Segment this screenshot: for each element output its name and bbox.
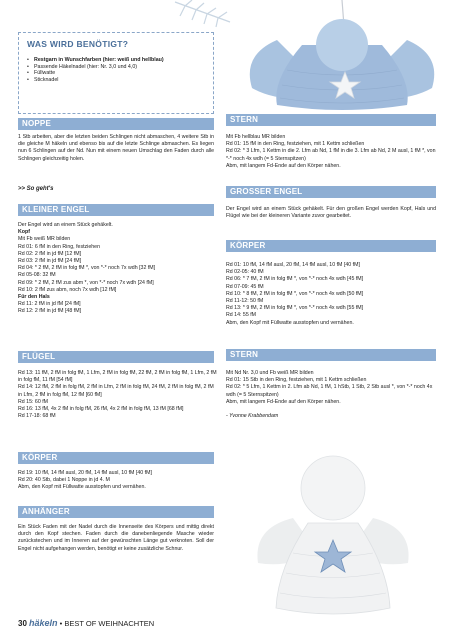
kopf-line: Rd 09: * 2 fM, 2 fM zus abm *, von *-* noch 7x wdh [24 fM] <box>18 279 154 286</box>
section-header-stern-2: STERN <box>226 349 436 361</box>
so-gehts-label: >> So geht's <box>18 186 54 192</box>
fluegel-line: Rd 14: 12 fM, 2 fM in folg fM, 2 fM in Lfm, 2 fM in folg fM, 24 fM, 2 fM in folg fM, 2 fM in Lfm, 2 fM in folg fM, 12 fM [60 fM] <box>18 384 214 398</box>
anhaenger-text: Ein Stück Faden mit der Nadel durch die Innenseite des Körpers und mittig direkt durch den Kopf stechen. Faden durch die danebenliegende Masche wieder zurückstechen und im Inneren auf der gewünschten Länge gut verknoten. Soll der Engel nicht aufgehangen werden, benötigt er keine zusätzliche Schnur. <box>18 524 214 552</box>
kopf-line: Rd 01: 6 fM in den Ring, festziehen <box>18 243 101 250</box>
kleiner-engel-text <box>18 222 214 316</box>
koerper-line: Rd 06: * 7 fM, 2 fM in folg fM *, von *-* noch 4x wdh [45 fM] <box>226 276 364 283</box>
koerper-line: Abm, den Kopf mit Füllwatte ausstopfen und vernähen. <box>18 484 146 491</box>
list-item <box>27 57 205 64</box>
section-header-stern-1: STERN <box>226 114 436 126</box>
section-header-koerper-small: KÖRPER <box>18 452 214 464</box>
koerper-line: Abm, den Kopf mit Füllwatte ausstopfen und vernähen. <box>226 319 354 326</box>
stern-1-text <box>226 134 438 170</box>
author-credit: - Yvonne Krabbendam <box>226 413 279 420</box>
koerper-line: Rd 07-09: 45 fM <box>226 283 264 290</box>
section-header-noppe: NOPPE <box>18 118 214 130</box>
fluegel-line: Rd 15: 60 fM <box>18 398 49 405</box>
kopf-line: Rd 03: 2 fM in jd fM [24 fM] <box>18 258 82 265</box>
list-item: • Passende Häkelnadel (hier: Nr. 3,0 und 4,0) <box>27 64 205 71</box>
list-item: • Sticknadel <box>27 77 205 84</box>
section-header-grosser-engel: GROSSER ENGEL <box>226 186 436 198</box>
fluegel-line: Rd 13: 11 fM, 2 fM in folg fM, 1 Lfm, 2 fM in folg fM, 22 fM, 2 fM in folg fM, 1 Lfm, 2 fM in folg fM, 11 fM [54 fM] <box>18 370 217 384</box>
fluegel-line: Rd 17-18: 68 fM <box>18 413 56 420</box>
white-angel-photo <box>248 448 418 618</box>
kopf-line: Rd 10: 2 fM zus abm, noch 7x wdh [12 fM] <box>18 286 117 293</box>
materials-box <box>18 32 214 114</box>
list-item: • Füllwatte <box>27 70 205 77</box>
section-header-anhaenger: ANHÄNGER <box>18 506 214 518</box>
koerper-line: Rd 01: 10 fM, 14 fM ausl, 20 fM, 14 fM ausl, 10 fM [40 fM] <box>226 262 360 268</box>
page-footer <box>18 618 154 628</box>
koerper-line: Rd 02-05: 40 fM <box>226 269 264 276</box>
fluegel-line: Rd 16: 13 fM, 4x 2 fM in folg fM, 26 fM, 4x 2 fM in folg fM, 13 fM [68 fM] <box>18 406 184 413</box>
stern-line: Rd 02: * 3 Lfm, 1 Kettm in die 2. Lfm ab Nd, 1 fM in die 3. Lfm ab Nd, 2 M ausl, 1 fM *, von *-* noch 4x wdh (= 5 Sternspitzen) <box>226 148 436 162</box>
koerper-line: Rd 10: * 8 fM, 2 fM in folg fM *, von *-* noch 4x wdh [50 fM] <box>226 290 364 297</box>
section-header-kleiner-engel: KLEINER ENGEL <box>18 204 214 216</box>
magazine-issue-title: BEST OF WEIHNACHTEN <box>64 619 155 628</box>
stern-line: Rd 01: 15 Stb in den Ring, festziehen, mit 1 Kettm schließen <box>226 377 367 384</box>
kopf-line: Rd 04: * 2 fM, 2 fM in folg fM *, von *-* noch 7x wdh [32 fM] <box>18 265 156 272</box>
grosser-engel-text: Der Engel wird an einem Stück gehäkelt. Für den großen Engel werden Kopf, Hals und Flügel wie bei der kleineren Variante zuvor gearbeitet. <box>226 206 436 220</box>
stern-line: Abm, mit langem Fd-Ende auf den Körper nähen. <box>226 398 341 405</box>
kopf-line: Mit Fb weiß MR bilden <box>18 236 71 243</box>
stern-line: Abm, mit langem Fd-Ende auf den Körper nähen. <box>226 162 341 169</box>
materials-title: WAS WIRD BENÖTIGT? <box>27 39 129 49</box>
section-header-koerper-large: KÖRPER <box>226 240 436 252</box>
section-header-fluegel: FLÜGEL <box>18 351 214 363</box>
stern-line: Rd 02: * 5 Lfm, 1 Kettm in 2. Lfm ab Nd, 1 fM, 1 hStb, 1 Stb, 2 Stb ausl *, von *-* noch 4x wdh (= 5 Sternspitzen) <box>226 384 433 398</box>
footer-separator: • <box>59 619 63 628</box>
pine-branch-illustration <box>170 0 240 28</box>
stern-line: Rd 01: 15 fM in den Ring, festziehen, mit 1 Kettm schließen <box>226 141 365 148</box>
kopf-label: Kopf <box>18 229 30 236</box>
koerper-small-text <box>18 470 218 492</box>
stern-2-text <box>226 370 438 420</box>
kopf-line: Rd 02: 2 fM in jd fM [12 fM] <box>18 250 82 257</box>
materials-list <box>27 57 205 83</box>
kopf-line: Rd 05-08: 32 fM <box>18 272 56 279</box>
blue-angel-photo <box>232 0 442 112</box>
hals-line: Rd 12: 2 fM in jd fM [48 fM] <box>18 308 82 315</box>
koerper-line: Rd 19: 10 fM, 14 fM ausl, 20 fM, 14 fM ausl, 10 fM [40 fM] <box>18 470 152 476</box>
koerper-line: Rd 14: 55 fM <box>226 312 257 319</box>
koerper-large-text <box>226 262 438 327</box>
material-1: Restgarn in Wunschfarben (hier: weiß und hellblau) <box>34 57 164 63</box>
koerper-line: Rd 11-12: 50 fM <box>226 298 264 305</box>
stern-line: Mit Nd Nr. 3,0 und Fb weiß MR bilden <box>226 370 314 376</box>
koerper-line: Rd 13: * 9 fM, 2 fM in folg fM *, von *-* noch 4x wdh [55 fM] <box>226 305 364 312</box>
fluegel-text <box>18 370 218 420</box>
magazine-brand: häkeln <box>29 618 58 628</box>
stern-line: Mit Fb hellblau MR bilden <box>226 134 286 140</box>
noppe-text: 1 Stb arbeiten, aber die letzten beiden Schlingen nicht abmaschen, 4 weitere Stb in die gleiche M häkeln und ebenso bis auf die letzte Schlinge abmaschen. Es liegen nun 6 Schlingen auf der Nd. Nun mit einem neuen Umschlag den Faden durch alle Schlingen gleichzeitig holen. <box>18 134 214 162</box>
hals-label: Für den Hals <box>18 294 50 301</box>
kleiner-intro: Der Engel wird an einem Stück gehäkelt. <box>18 222 113 228</box>
page-number: 30 <box>18 619 27 628</box>
hals-line: Rd 11: 2 fM in jd fM [24 fM] <box>18 301 81 308</box>
koerper-line: Rd 20: 40 Stb, dabei 1 Noppe in jd 4. M <box>18 477 110 484</box>
